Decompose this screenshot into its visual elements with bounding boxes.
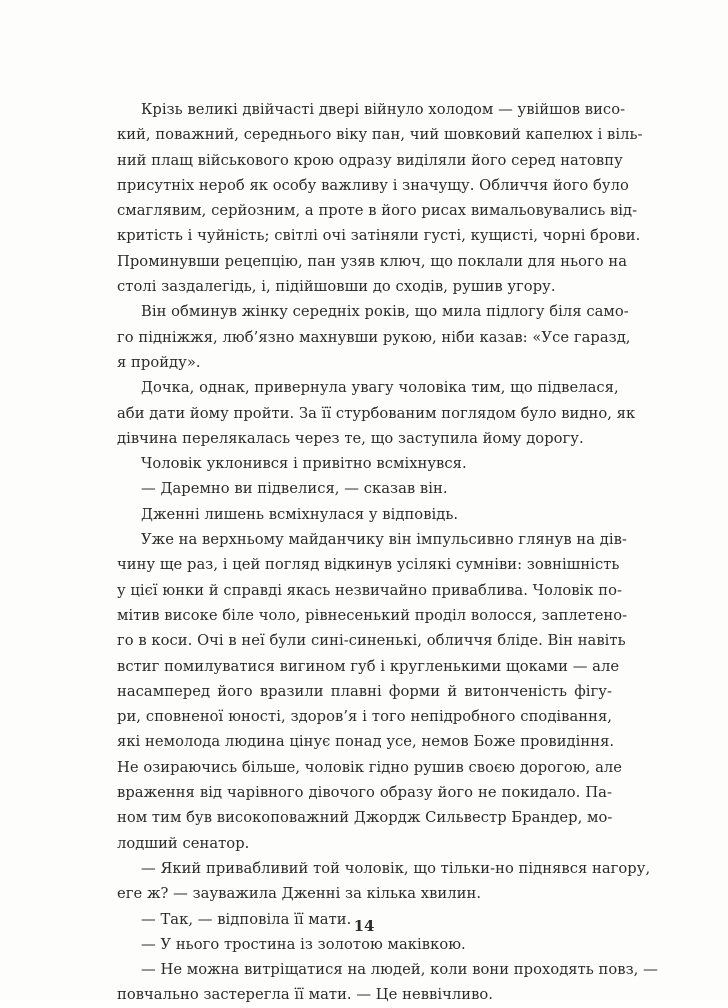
text-line: Проминувши рецепцію, пан узяв ключ, що поклали для нього на	[117, 252, 628, 270]
text-line: які немолода людина цінує понад усе, немов Боже провидіння.	[117, 733, 615, 751]
text-line: Чоловік уклонився і привітно всміхнувся.	[141, 455, 467, 473]
text-line: кий, поважний, середнього віку пан, чий шовковий капелюх і віль-	[117, 126, 643, 144]
text-line: столі заздалегідь, і, підійшовши до сходів, рушив угору.	[117, 278, 556, 296]
text-line: — У нього тростина із золотою маківкою.	[141, 935, 466, 953]
text-line: мітив високе біле чоло, рівнесенький проділ волосся, заплетено-	[117, 606, 628, 624]
text-line: смаглявим, серйозним, а проте в його рисах вимальовувались від-	[117, 202, 638, 220]
page-number: 14	[353, 917, 375, 935]
text-line: Він обминув жінку середніх років, що мила підлогу біля само-	[141, 303, 629, 321]
text-line: Дженні лишень всміхнулася у відповідь.	[141, 505, 459, 523]
text-line: насамперед його вразили плавні форми й витонченість фігу-	[117, 682, 612, 700]
text-line: враження від чарівного дівочого образу його не покидало. Па-	[117, 784, 612, 802]
text-line: го підніжжя, люб’язно махнувши рукою, ніби казав: «Усе гаразд,	[117, 328, 631, 346]
text-line: встиг помилуватися вигином губ і кругленькими щоками — але	[117, 657, 620, 675]
text-line: ном тим був високоповажний Джордж Сильвестр Брандер, мо-	[117, 809, 613, 827]
text-line: — Який привабливий той чоловік, що тільки-но піднявся нагору,	[141, 859, 651, 877]
text-line: Не озираючись більше, чоловік гідно рушив своєю дорогою, але	[117, 758, 622, 776]
text-line: Уже на верхньому майданчику він імпульсивно глянув на дів-	[141, 531, 627, 549]
text-line: ний плащ військового крою одразу виділяли його серед натовпу	[117, 151, 623, 169]
text-line: — Не можна витріщатися на людей, коли вони проходять повз, —	[141, 961, 658, 979]
text-line: критість і чуйність; світлі очі затіняли густі, кущисті, чорні брови.	[117, 227, 641, 245]
text-line: я пройду».	[117, 353, 201, 371]
text-line: лодший сенатор.	[117, 834, 250, 852]
text-line: повчально застерегла її мати. — Це неввічливо.	[117, 986, 493, 1004]
text-line: у цієї юнки й справді якась незвичайно приваблива. Чоловік по-	[117, 581, 622, 599]
text-line: ри, сповненої юності, здоров’я і того непідробного сподівання,	[117, 708, 612, 726]
text-line: — Даремно ви підвелися, — сказав він.	[141, 480, 448, 498]
text-line: присутніх нероб як особу важливу і значущу. Обличчя його було	[117, 176, 629, 194]
text-line: Крізь великі двійчасті двері війнуло холодом — увійшов висо-	[141, 101, 626, 118]
text-line: — Так, — відповіла її мати.	[141, 910, 352, 928]
body-text	[117, 97, 658, 1008]
text-line: го в коси. Очі в неї були сині-синенькі, обличчя бліде. Він навіть	[117, 632, 626, 650]
text-line: аби дати йому пройти. За її стурбованим поглядом було видно, як	[117, 404, 636, 422]
text-line: дівчина перелякалась через те, що заступила йому дорогу.	[117, 429, 584, 447]
text-line: Дочка, однак, привернула увагу чоловіка тим, що підвелася,	[141, 379, 619, 397]
text-line: чину ще раз, і цей погляд відкинув усілякі сумніви: зовнішність	[117, 556, 620, 574]
text-line: еге ж? — зауважила Дженні за кілька хвилин.	[117, 885, 482, 903]
